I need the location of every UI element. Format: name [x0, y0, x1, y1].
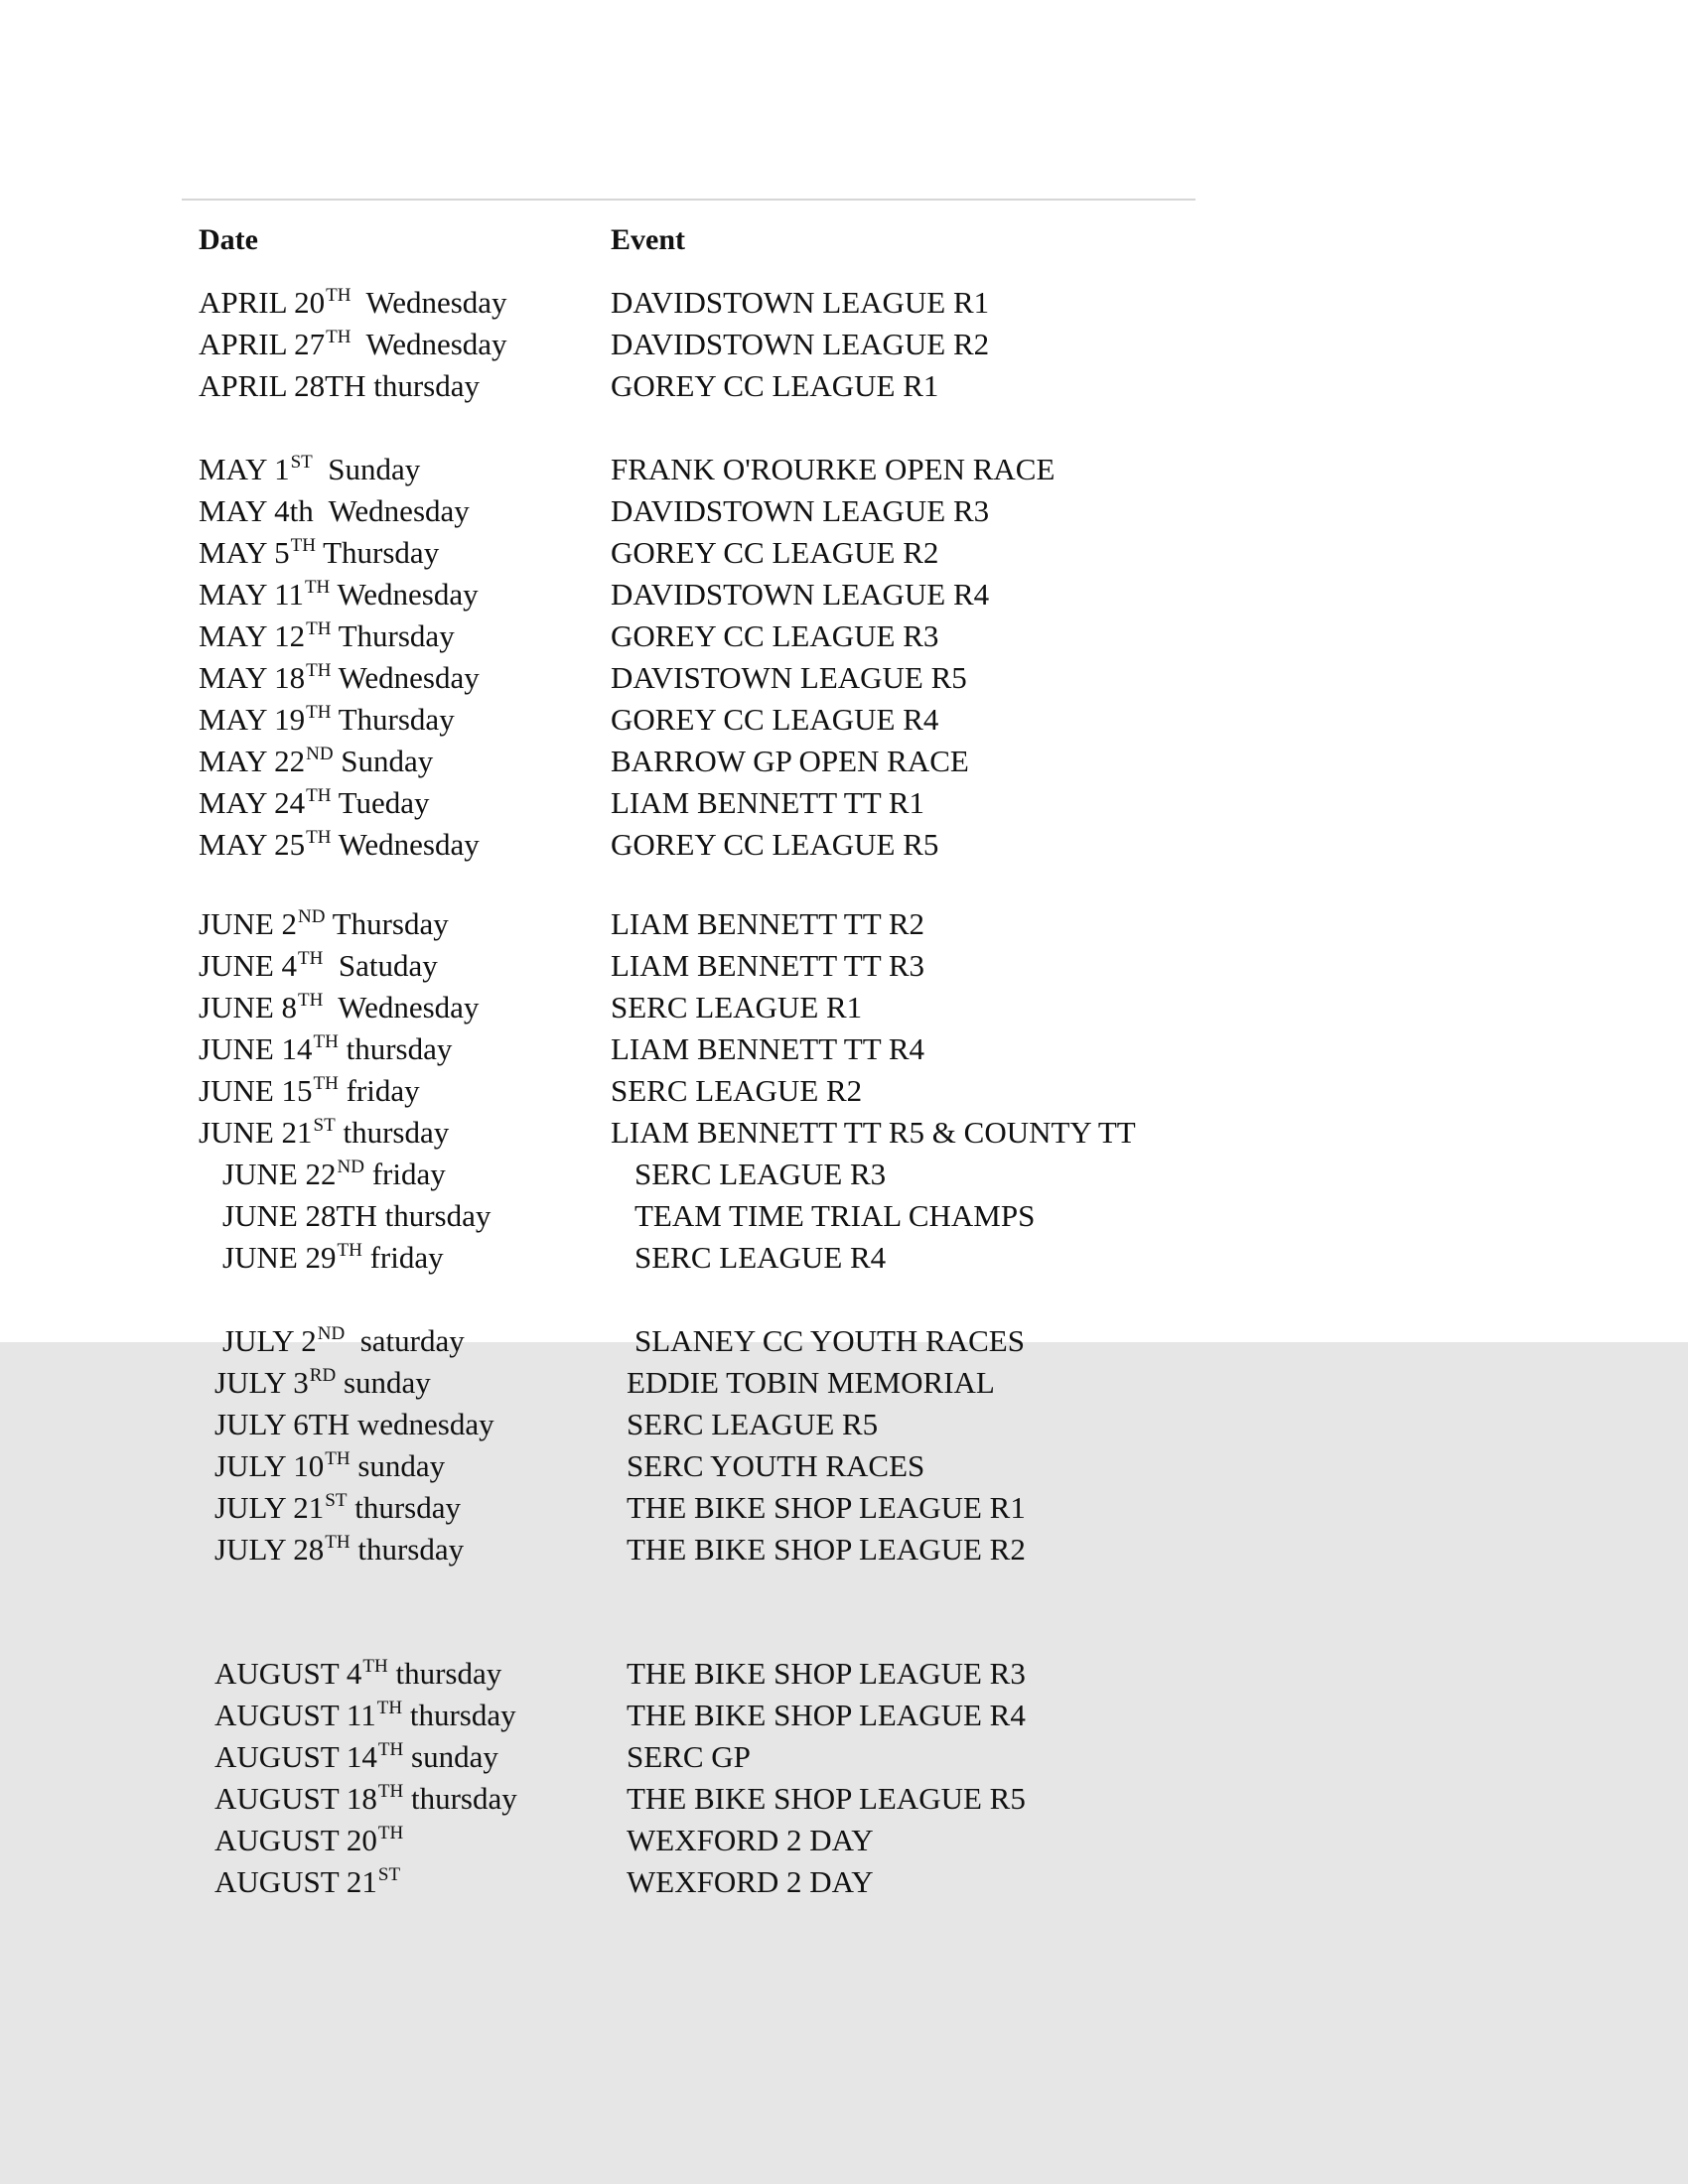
date-day: MAY 5 — [199, 535, 290, 570]
event-name: GOREY CC LEAGUE R1 — [611, 368, 939, 403]
event-date — [199, 615, 455, 662]
schedule-row — [0, 365, 1688, 407]
date-day: JULY 6TH wednesday — [214, 1407, 494, 1441]
event-date — [199, 824, 480, 871]
date-weekday: Thursday — [315, 535, 440, 570]
date-day: AUGUST 21 — [214, 1864, 377, 1899]
event-date — [199, 1070, 420, 1117]
event-column-header: Event — [611, 223, 685, 256]
date-day: MAY 24 — [199, 785, 306, 820]
schedule-row — [0, 1529, 1688, 1570]
event-date — [214, 1529, 464, 1575]
date-ordinal-suffix: TH — [326, 327, 352, 347]
date-ordinal-suffix: TH — [325, 1532, 351, 1553]
event-date — [199, 365, 480, 407]
date-ordinal-suffix: TH — [337, 1240, 362, 1261]
schedule-row — [0, 574, 1688, 615]
date-weekday: Sunday — [333, 744, 434, 778]
date-ordinal-suffix: ST — [377, 1864, 401, 1885]
event-name: DAVIDSTOWN LEAGUE R1 — [611, 285, 990, 320]
date-ordinal-suffix: TH — [377, 1781, 404, 1802]
schedule-row — [0, 532, 1688, 574]
event-name: THE BIKE SHOP LEAGUE R4 — [627, 1698, 1026, 1732]
schedule-row — [0, 1362, 1688, 1404]
date-weekday: friday — [361, 1240, 444, 1275]
date-day: MAY 11 — [199, 577, 304, 612]
date-day: JULY 28 — [214, 1532, 325, 1567]
event-date — [199, 1112, 449, 1159]
date-day: MAY 18 — [199, 660, 306, 695]
event-date — [199, 449, 420, 495]
date-day: APRIL 28TH thursday — [199, 368, 480, 403]
date-ordinal-suffix: TH — [306, 827, 332, 848]
schedule-row — [0, 1820, 1688, 1861]
event-name: LIAM BENNETT TT R3 — [611, 948, 925, 983]
schedule-row — [0, 490, 1688, 532]
date-day: JUNE 4 — [199, 948, 298, 983]
event-date — [199, 945, 438, 992]
schedule-row — [0, 1028, 1688, 1070]
date-day: MAY 1 — [199, 452, 290, 486]
date-day: JUNE 15 — [199, 1073, 313, 1108]
date-weekday: Sunday — [312, 452, 421, 486]
date-weekday: Wednesday — [351, 285, 507, 320]
schedule-row — [0, 1112, 1688, 1154]
event-name: GOREY CC LEAGUE R4 — [611, 702, 939, 737]
date-ordinal-suffix: TH — [306, 702, 332, 723]
event-name: SLANEY CC YOUTH RACES — [634, 1323, 1025, 1358]
date-day: JULY 3 — [214, 1365, 309, 1400]
date-day: MAY 19 — [199, 702, 306, 737]
date-day: JUNE 21 — [199, 1115, 313, 1150]
date-weekday: sunday — [350, 1448, 446, 1483]
event-date — [199, 657, 480, 704]
date-day: AUGUST 18 — [214, 1781, 377, 1816]
schedule-row — [0, 1445, 1688, 1487]
event-name: DAVIDSTOWN LEAGUE R4 — [611, 577, 990, 612]
date-weekday: thursday — [350, 1532, 465, 1567]
schedule-row — [0, 282, 1688, 324]
event-name: EDDIE TOBIN MEMORIAL — [627, 1365, 995, 1400]
event-name: SERC LEAGUE R5 — [627, 1407, 879, 1441]
event-date — [214, 1820, 403, 1866]
date-weekday: Wednesday — [323, 990, 480, 1024]
date-weekday: Thursday — [331, 702, 455, 737]
date-weekday: Satuday — [323, 948, 438, 983]
event-date — [199, 741, 433, 787]
date-day: JULY 10 — [214, 1448, 325, 1483]
date-weekday: thursday — [402, 1698, 516, 1732]
date-weekday: Thursday — [325, 906, 449, 941]
event-date — [222, 1154, 446, 1200]
event-name: SERC YOUTH RACES — [627, 1448, 925, 1483]
date-ordinal-suffix: ND — [298, 906, 326, 927]
event-date — [199, 987, 479, 1033]
date-day: JUNE 8 — [199, 990, 298, 1024]
event-date — [222, 1195, 491, 1237]
date-ordinal-suffix: ND — [317, 1323, 346, 1344]
top-rule — [182, 199, 1196, 201]
schedule-row — [0, 1653, 1688, 1695]
date-weekday: thursday — [387, 1656, 502, 1691]
date-ordinal-suffix: ST — [325, 1490, 348, 1511]
date-weekday: thursday — [335, 1115, 450, 1150]
schedule-row — [0, 1487, 1688, 1529]
event-name: LIAM BENNETT TT R1 — [611, 785, 925, 820]
date-ordinal-suffix: TH — [304, 577, 331, 598]
event-name: WEXFORD 2 DAY — [627, 1823, 874, 1857]
schedule-row — [0, 824, 1688, 866]
event-date — [199, 699, 455, 746]
date-day: MAY 12 — [199, 618, 306, 653]
event-date — [222, 1320, 465, 1367]
date-weekday: Wednesday — [330, 577, 479, 612]
event-date — [214, 1861, 400, 1908]
date-weekday: Tueday — [331, 785, 430, 820]
date-day: JULY 2 — [222, 1323, 317, 1358]
date-weekday: saturday — [345, 1323, 465, 1358]
schedule-row — [0, 1404, 1688, 1445]
event-name: DAVIDSTOWN LEAGUE R2 — [611, 327, 990, 361]
event-date — [214, 1362, 431, 1409]
schedule-row — [0, 782, 1688, 824]
date-ordinal-suffix: TH — [306, 618, 332, 639]
schedule-row — [0, 945, 1688, 987]
event-name: THE BIKE SHOP LEAGUE R1 — [627, 1490, 1026, 1525]
event-name: GOREY CC LEAGUE R3 — [611, 618, 939, 653]
event-name: SERC GP — [627, 1739, 751, 1774]
date-weekday: Thursday — [331, 618, 455, 653]
event-name: THE BIKE SHOP LEAGUE R5 — [627, 1781, 1026, 1816]
event-name: SERC LEAGUE R3 — [634, 1157, 887, 1191]
schedule-row — [0, 657, 1688, 699]
event-date — [214, 1404, 494, 1445]
event-date — [214, 1487, 461, 1534]
schedule-row — [0, 1070, 1688, 1112]
event-name: DAVISTOWN LEAGUE R5 — [611, 660, 967, 695]
schedule-row — [0, 449, 1688, 490]
date-ordinal-suffix: RD — [309, 1365, 337, 1386]
date-day: AUGUST 4 — [214, 1656, 362, 1691]
schedule-row — [0, 324, 1688, 365]
event-name: GOREY CC LEAGUE R2 — [611, 535, 939, 570]
date-weekday: thursday — [403, 1781, 517, 1816]
schedule-row — [0, 987, 1688, 1028]
date-ordinal-suffix: TH — [313, 1073, 339, 1094]
date-day: MAY 22 — [199, 744, 306, 778]
event-date — [199, 903, 449, 950]
date-weekday: Wednesday — [351, 327, 507, 361]
date-weekday: Wednesday — [331, 827, 480, 862]
date-day: JUNE 14 — [199, 1031, 313, 1066]
event-name: TEAM TIME TRIAL CHAMPS — [634, 1198, 1036, 1233]
event-date — [214, 1778, 517, 1825]
date-ordinal-suffix: ND — [306, 744, 334, 764]
date-day: MAY 25 — [199, 827, 306, 862]
date-ordinal-suffix: TH — [313, 1031, 339, 1052]
event-name: THE BIKE SHOP LEAGUE R3 — [627, 1656, 1026, 1691]
date-weekday: thursday — [347, 1490, 461, 1525]
date-ordinal-suffix: TH — [377, 1739, 404, 1760]
date-ordinal-suffix: TH — [298, 990, 324, 1011]
date-weekday: Wednesday — [331, 660, 480, 695]
event-date — [199, 490, 470, 532]
event-date — [199, 574, 479, 620]
event-name: BARROW GP OPEN RACE — [611, 744, 969, 778]
schedule-row — [0, 741, 1688, 782]
schedule-row — [0, 1778, 1688, 1820]
event-name: FRANK O'ROURKE OPEN RACE — [611, 452, 1055, 486]
event-name: THE BIKE SHOP LEAGUE R2 — [627, 1532, 1026, 1567]
date-ordinal-suffix: TH — [376, 1698, 403, 1718]
date-ordinal-suffix: TH — [362, 1656, 388, 1677]
event-date — [199, 324, 507, 370]
date-day: JUNE 29 — [222, 1240, 337, 1275]
event-date — [214, 1695, 516, 1741]
event-name: SERC LEAGUE R2 — [611, 1073, 863, 1108]
event-date — [199, 782, 429, 829]
schedule-row — [0, 1861, 1688, 1903]
schedule-row — [0, 615, 1688, 657]
event-date — [214, 1736, 498, 1783]
event-date — [199, 1028, 452, 1075]
schedule-row — [0, 1695, 1688, 1736]
date-day: MAY 4th Wednesday — [199, 493, 470, 528]
date-ordinal-suffix: ND — [337, 1157, 364, 1177]
date-day: APRIL 20 — [199, 285, 326, 320]
event-name: SERC LEAGUE R1 — [611, 990, 863, 1024]
date-ordinal-suffix: TH — [290, 535, 316, 556]
date-ordinal-suffix: TH — [306, 660, 332, 681]
date-ordinal-suffix: TH — [325, 1448, 351, 1469]
event-date — [222, 1237, 444, 1284]
date-day: JUNE 22 — [222, 1157, 337, 1191]
event-name: SERC LEAGUE R4 — [634, 1240, 887, 1275]
date-ordinal-suffix: TH — [377, 1823, 404, 1843]
date-ordinal-suffix: TH — [306, 785, 332, 806]
date-weekday: friday — [363, 1157, 446, 1191]
date-weekday: thursday — [338, 1031, 453, 1066]
schedule-row — [0, 1195, 1688, 1237]
event-date — [199, 532, 439, 579]
date-ordinal-suffix: ST — [290, 452, 313, 473]
event-name: WEXFORD 2 DAY — [627, 1864, 874, 1899]
event-name: LIAM BENNETT TT R4 — [611, 1031, 925, 1066]
event-name: DAVIDSTOWN LEAGUE R3 — [611, 493, 990, 528]
event-name: LIAM BENNETT TT R2 — [611, 906, 925, 941]
schedule-row — [0, 1736, 1688, 1778]
date-weekday: sunday — [403, 1739, 498, 1774]
schedule-row — [0, 1320, 1688, 1362]
date-column-header: Date — [199, 223, 258, 256]
date-day: JULY 21 — [214, 1490, 325, 1525]
date-day: JUNE 28TH thursday — [222, 1198, 492, 1233]
date-weekday: friday — [338, 1073, 420, 1108]
date-day: JUNE 2 — [199, 906, 298, 941]
schedule-row — [0, 699, 1688, 741]
schedule-row — [0, 903, 1688, 945]
date-day: AUGUST 20 — [214, 1823, 377, 1857]
date-weekday: sunday — [336, 1365, 431, 1400]
date-ordinal-suffix: TH — [298, 948, 324, 969]
date-day: APRIL 27 — [199, 327, 326, 361]
event-name: GOREY CC LEAGUE R5 — [611, 827, 939, 862]
event-date — [214, 1653, 501, 1700]
schedule-row — [0, 1237, 1688, 1279]
event-name: LIAM BENNETT TT R5 & COUNTY TT — [611, 1115, 1136, 1150]
date-day: AUGUST 11 — [214, 1698, 376, 1732]
event-date — [199, 282, 507, 329]
event-date — [214, 1445, 445, 1492]
date-day: AUGUST 14 — [214, 1739, 377, 1774]
schedule-row — [0, 1154, 1688, 1195]
date-ordinal-suffix: ST — [313, 1115, 336, 1136]
date-ordinal-suffix: TH — [326, 285, 352, 306]
